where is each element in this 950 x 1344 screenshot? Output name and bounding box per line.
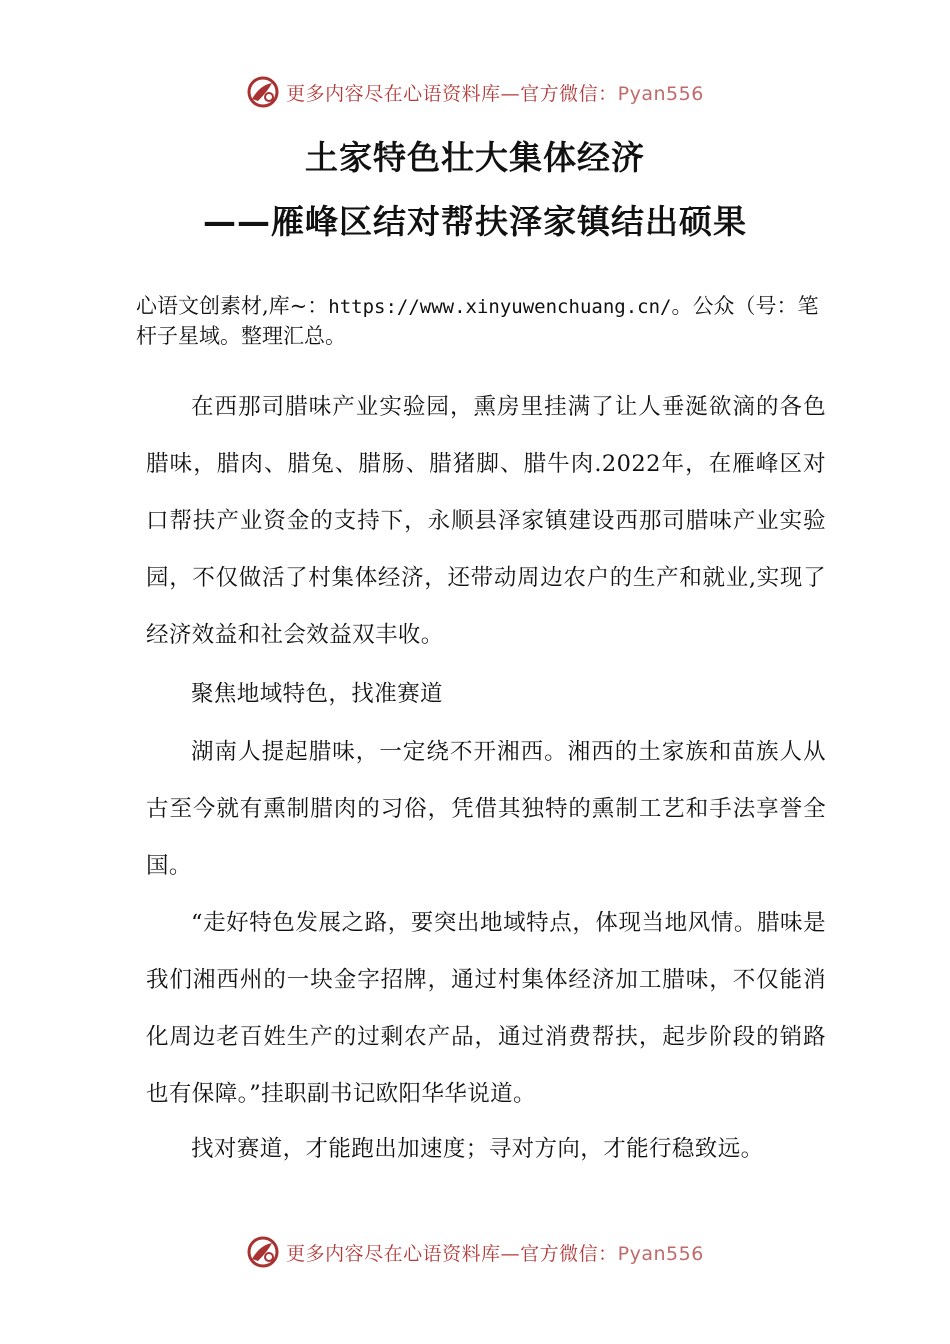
source-suffix: 。公众（号：笔杆子星域。整理汇总。 bbox=[136, 294, 819, 348]
footer-banner bbox=[0, 1232, 950, 1272]
paragraph-quote: “走好特色发展之路，要突出地域特点，体现当地风情。腊味是我们湘西州的一块金字招牌，通过村集体经济加工腊味，不仅能消化周边老百姓生产的过剩农产品，通过消费帮扶，起步阶段的销路也有保障。”挂职副书记欧阳华华说道。 bbox=[146, 909, 826, 1107]
library-logo-icon bbox=[246, 75, 280, 109]
library-logo-icon bbox=[246, 1235, 280, 1269]
wechat-id: Pyan556 bbox=[617, 82, 704, 105]
wechat-id: Pyan556 bbox=[617, 1242, 704, 1265]
document-subtitle: ——雁峰区结对帮扶泽家镇结出硕果 bbox=[203, 202, 747, 241]
section-heading: 聚焦地域特色，找准赛道 bbox=[191, 680, 443, 707]
promo-text: 更多内容尽在心语资料库—官方微信：Pyan556 bbox=[286, 82, 704, 105]
paragraph-intro: 在西那司腊味产业实验园，熏房里挂满了让人垂涎欲滴的各色腊味，腊肉、腊兔、腊肠、腊猪脚、腊牛肉.2022年，在雁峰区对口帮扶产业资金的支持下，永顺县泽家镇建设西那司腊味产业实验园，不仅做活了村集体经济，还带动周边农户的生产和就业,实现了经济效益和社会效益双丰收。 bbox=[146, 393, 826, 648]
paragraph-background: 湖南人提起腊味，一定绕不开湘西。湘西的土家族和苗族人从古至今就有熏制腊肉的习俗，凭借其独特的熏制工艺和手法享誉全国。 bbox=[146, 738, 826, 879]
header-banner bbox=[0, 72, 950, 112]
source-prefix: 心语文创素材,库~： bbox=[136, 294, 329, 318]
source-note bbox=[136, 292, 836, 351]
document-title: 土家特色壮大集体经济 bbox=[305, 138, 645, 177]
paragraph-conclusion: 找对赛道，才能跑出加速度；寻对方向，才能行稳致远。 bbox=[191, 1135, 764, 1162]
promo-text: 更多内容尽在心语资料库—官方微信：Pyan556 bbox=[286, 1242, 704, 1265]
source-link[interactable]: https://www.xinyuwenchuang.cn/ bbox=[328, 296, 672, 318]
